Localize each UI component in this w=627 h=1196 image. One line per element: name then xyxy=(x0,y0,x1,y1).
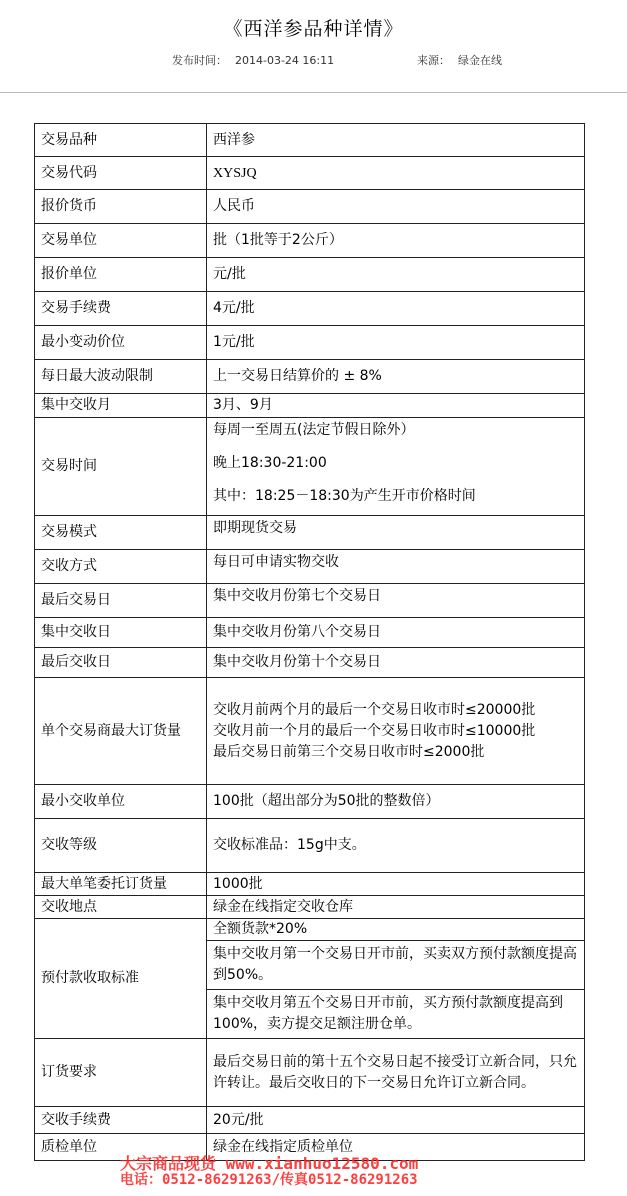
row-value: 1000批 xyxy=(207,873,585,896)
row-label: 单个交易商最大订货量 xyxy=(35,678,207,785)
row-value: 元/批 xyxy=(207,258,585,292)
source-label: 来源： xyxy=(417,54,450,67)
row-label: 最小交收单位 xyxy=(35,785,207,819)
watermark-line-1: 大宗商品现货 www.xianhuo12580.com xyxy=(120,1154,419,1173)
table-row xyxy=(35,157,585,190)
row-label: 每日最大波动限制 xyxy=(35,360,207,394)
row-label: 交收等级 xyxy=(35,819,207,873)
value-line: 晚上18:30-21:00 xyxy=(213,455,327,471)
table-row xyxy=(35,648,585,678)
row-value: 最后交易日前的第十五个交易日起不接受订立新合同，只允许转让。最后交收日的下一交易日允许订立新合同。 xyxy=(207,1039,585,1107)
row-value: 人民币 xyxy=(207,190,585,224)
table-row xyxy=(35,124,585,157)
row-label: 交收地点 xyxy=(35,896,207,919)
row-value xyxy=(207,678,585,785)
row-value: 每日可申请实物交收 xyxy=(207,550,585,584)
row-value: 100批（超出部分为50批的整数倍） xyxy=(207,785,585,819)
value-line: 每周一至周五(法定节假日除外） xyxy=(213,422,415,438)
row-label: 质检单位 xyxy=(35,1134,207,1161)
row-value: 1元/批 xyxy=(207,326,585,360)
row-label: 交收方式 xyxy=(35,550,207,584)
table-row xyxy=(35,678,585,785)
row-value: 批（1批等于2公斤） xyxy=(207,224,585,258)
value-line: 其中：18:25－18:30为产生开市价格时间 xyxy=(213,488,476,504)
value-line: 最后交易日前第三个交易日收市时≤2000批 xyxy=(213,743,485,760)
row-value: 集中交收月份第八个交易日 xyxy=(207,618,585,648)
watermark-line-2: 电话：0512-86291263/传真0512-86291263 xyxy=(120,1172,418,1188)
row-label: 报价货币 xyxy=(35,190,207,224)
row-value: 全额货款*20% xyxy=(207,919,585,941)
table-row xyxy=(35,326,585,360)
publish-info xyxy=(172,52,334,68)
row-label: 交易代码 xyxy=(35,157,207,190)
row-value: 绿金在线指定交收仓库 xyxy=(207,896,585,919)
row-label: 集中交收月 xyxy=(35,394,207,418)
row-value: 20元/批 xyxy=(207,1107,585,1134)
table-row xyxy=(35,785,585,819)
source-info xyxy=(417,52,502,68)
page-title: 《西洋参品种详情》 xyxy=(223,18,404,40)
table-row xyxy=(35,819,585,873)
table-row xyxy=(35,1107,585,1134)
row-label: 交易手续费 xyxy=(35,292,207,326)
row-label: 预付款收取标准 xyxy=(35,919,207,1039)
publish-label: 发布时间： xyxy=(172,54,227,67)
table-row xyxy=(35,394,585,418)
value-line: 交收月前一个月的最后一个交易日收市时≤10000批 xyxy=(213,722,536,739)
value-line: 交收月前两个月的最后一个交易日收市时≤20000批 xyxy=(213,701,536,718)
row-label: 交收手续费 xyxy=(35,1107,207,1134)
table-row xyxy=(35,360,585,394)
row-value xyxy=(207,418,585,516)
row-label: 最后交收日 xyxy=(35,648,207,678)
header-divider xyxy=(0,92,627,93)
table-row xyxy=(35,618,585,648)
table-row xyxy=(35,258,585,292)
row-label: 交易品种 xyxy=(35,124,207,157)
table-row xyxy=(35,224,585,258)
table-row xyxy=(35,550,585,584)
table-row xyxy=(35,873,585,896)
row-label: 报价单位 xyxy=(35,258,207,292)
table-row xyxy=(35,292,585,326)
row-value: 集中交收月份第七个交易日 xyxy=(207,584,585,618)
row-value: 集中交收月份第十个交易日 xyxy=(207,648,585,678)
row-value: 集中交收月第一个交易日开市前，买卖双方预付款额度提高到50%。 xyxy=(207,941,585,990)
table-row xyxy=(35,190,585,224)
table-row xyxy=(35,584,585,618)
row-value: 上一交易日结算价的 ± 8% xyxy=(207,360,585,394)
table-row xyxy=(35,516,585,550)
row-value: XYSJQ xyxy=(207,157,585,190)
row-value: 西洋参 xyxy=(207,124,585,157)
table-row xyxy=(35,1039,585,1107)
row-label: 最大单笔委托订货量 xyxy=(35,873,207,896)
row-label: 最后交易日 xyxy=(35,584,207,618)
row-value: 3月、9月 xyxy=(207,394,585,418)
spec-table xyxy=(34,123,585,1161)
watermark xyxy=(120,1155,620,1189)
publish-date: 2014-03-24 16:11 xyxy=(235,54,335,67)
row-label: 最小变动价位 xyxy=(35,326,207,360)
row-value: 集中交收月第五个交易日开市前，买方预付款额度提高到100%，卖方提交足额注册仓单。 xyxy=(207,990,585,1039)
row-value: 交收标准品：15g中支。 xyxy=(207,819,585,873)
row-value: 4元/批 xyxy=(207,292,585,326)
row-value: 即期现货交易 xyxy=(207,516,585,550)
row-value: 绿金在线指定质检单位 xyxy=(207,1134,585,1161)
row-label: 集中交收日 xyxy=(35,618,207,648)
source-name: 绿金在线 xyxy=(458,54,502,67)
table-row xyxy=(35,919,585,941)
row-label: 交易单位 xyxy=(35,224,207,258)
table-row xyxy=(35,418,585,516)
row-label: 交易时间 xyxy=(35,418,207,516)
table-row xyxy=(35,896,585,919)
row-label: 交易模式 xyxy=(35,516,207,550)
row-label: 订货要求 xyxy=(35,1039,207,1107)
